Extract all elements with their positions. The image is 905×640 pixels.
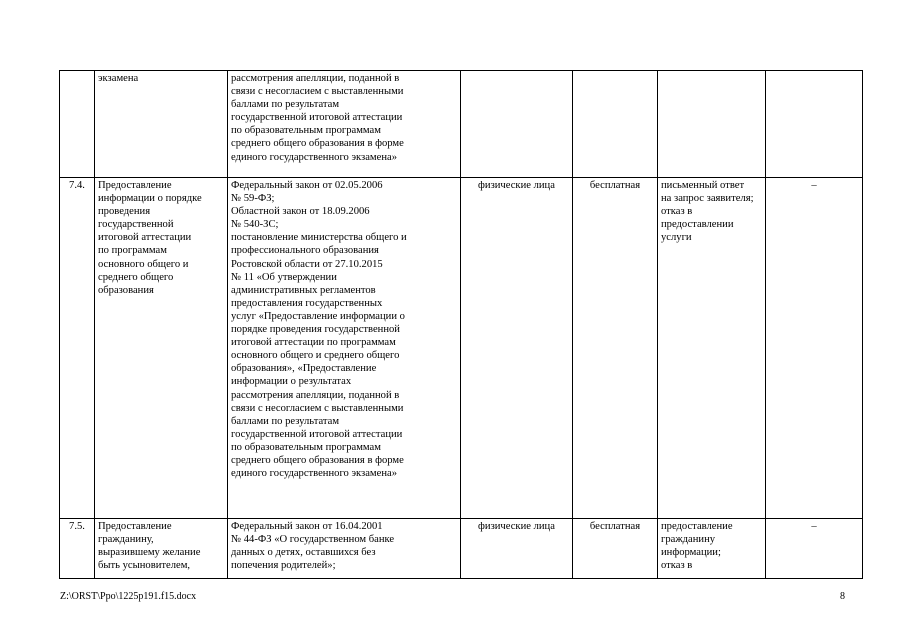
notes: – [766,178,863,519]
cell-line: среднего общего образования в форме [231,454,404,466]
cell-line: гражданину, [98,534,154,546]
cell-line: итоговой аттестации [98,232,192,244]
cell-line: Предоставление [98,521,172,532]
cell-line: государственной итоговой аттестации [231,112,403,124]
legal-basis [228,71,461,178]
cell-line: услуг «Предоставление информации о [231,310,405,322]
cell-line: связи с несогласием с выставленными [231,86,404,98]
notes: – [766,519,863,579]
cell-line: предоставление [661,521,733,532]
table-row [60,519,863,579]
cell-line: баллами по результатам [231,415,340,427]
services-table [59,70,863,579]
cell-line: информации; [661,547,721,559]
cell-line: информации о результатах [231,376,352,388]
cell-line: проведения [98,206,151,218]
cell-line: баллами по результатам [231,99,340,111]
cell-line: постановление министерства общего и [231,232,407,244]
cell-line: единого государственного экзамена» [231,151,397,163]
cell-line: отказ в [661,206,693,218]
cell-line: итоговой аттестации по программам [231,337,396,349]
cell-line: отказ в [661,560,693,572]
cell-line: гражданину [661,534,716,546]
footer-file-path: Z:\ORST\Ppo\1225p191.f15.docx [60,591,197,602]
cell-line: государственной итоговой аттестации [231,428,403,440]
cell-line: выразившему желание [98,547,201,559]
cell-line: среднего общего [98,271,174,283]
cell-line: основного общего и среднего общего [231,350,400,362]
service-name [95,519,228,579]
cell-line: рассмотрения апелляции, поданной в [231,389,400,401]
result [658,178,766,519]
cell-line: попечения родителей»; [231,560,336,572]
cell-line: на запрос заявителя; [661,193,754,205]
cell-line: рассмотрения апелляции, поданной в [231,73,400,84]
row-number [60,71,95,178]
recipient: физические лица [461,519,573,579]
cell-line: порядке проведения государственной [231,324,400,336]
fee: бесплатная [573,519,658,579]
cell-line: № 44-ФЗ «О государственном банке [231,534,395,546]
cell-line: № 540-ЗС; [231,219,279,231]
result [658,71,766,178]
cell-line: предоставления государственных [231,297,383,309]
cell-line: быть усыновителем, [98,560,191,572]
cell-line: административных регламентов [231,284,376,296]
legal-basis [228,178,461,519]
fee: бесплатная [573,178,658,519]
cell-line: Федеральный закон от 16.04.2001 [231,521,383,532]
cell-line: Федеральный закон от 02.05.2006 [231,180,383,191]
cell-line: данных о детях, оставшихся без [231,547,376,559]
cell-line: Ростовской области от 27.10.2015 [231,258,383,270]
service-name [95,178,228,519]
cell-line: услуги [661,232,692,244]
cell-line: образования [98,284,154,296]
cell-line: среднего общего образования в форме [231,138,404,150]
cell-line: связи с несогласием с выставленными [231,402,404,414]
row-number: 7.5. [60,519,95,579]
legal-basis [228,519,461,579]
cell-line: экзамена [98,73,139,84]
result [658,519,766,579]
cell-line: предоставлении [661,219,734,231]
table-row [60,71,863,178]
cell-line: образования», «Предоставление [231,363,377,375]
cell-line: основного общего и [98,258,189,270]
recipient: физические лица [461,178,573,519]
cell-line: Областной закон от 18.09.2006 [231,206,370,218]
cell-line: № 11 «Об утверждении [231,271,337,283]
cell-line: единого государственного экзамена» [231,468,397,480]
fee [573,71,658,178]
cell-line: Предоставление [98,180,172,191]
cell-line: по образовательным программам [231,125,381,137]
recipient [461,71,573,178]
cell-line: профессионального образования [231,245,379,257]
table-row [60,178,863,519]
cell-line: письменный ответ [661,180,745,191]
cell-line: № 59-ФЗ; [231,193,275,205]
cell-line: государственной [98,219,174,231]
row-number: 7.4. [60,178,95,519]
cell-line: информации о порядке [98,193,202,205]
footer-page-number: 8 [840,591,845,602]
cell-line: по образовательным программам [231,441,381,453]
cell-line: по программам [98,245,167,257]
notes [766,71,863,178]
service-name [95,71,228,178]
